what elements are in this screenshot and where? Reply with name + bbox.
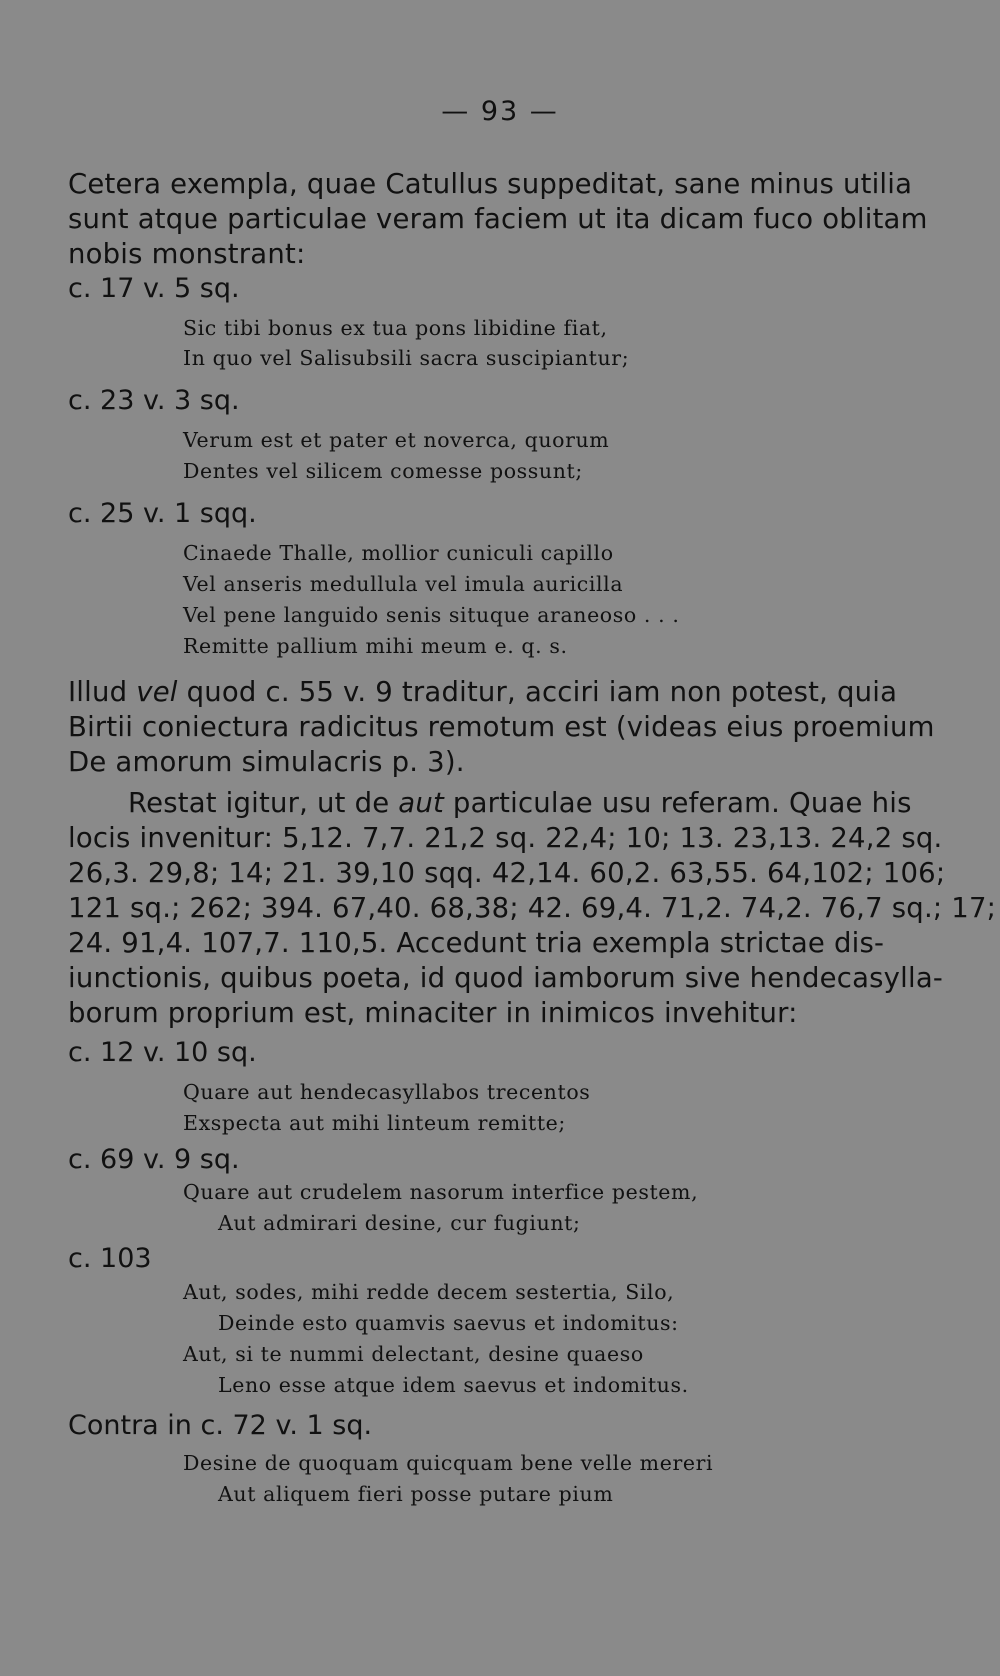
verse-c17-2: In quo vel Salisubsili sacra suscipiantur; — [183, 346, 630, 370]
paragraph-1-line-3: nobis monstrant: — [68, 238, 306, 270]
reference-c72: Contra in c. 72 v. 1 sq. — [68, 1410, 373, 1441]
verse-c25-4: Remitte pallium mihi meum e. q. s. — [183, 634, 568, 658]
verse-c25-3: Vel pene languido senis situque araneoso . . . — [183, 603, 680, 627]
paragraph-3-line-1-end: particulae usu referam. Quae his — [443, 787, 912, 819]
reference-c17: c. 17 v. 5 sq. — [68, 273, 240, 304]
verse-c103-3: Aut, si te nummi delectant, desine quaeso — [183, 1342, 644, 1366]
paragraph-3-line-7: borum proprium est, minaciter in inimicos invehitur: — [68, 997, 798, 1029]
paragraph-3-line-5: 24. 91,4. 107,7. 110,5. Accedunt tria exempla strictae dis- — [68, 927, 885, 959]
verse-c69-1: Quare aut crudelem nasorum interfice pestem, — [183, 1180, 699, 1204]
verse-c69-2: Aut admirari desine, cur fugiunt; — [218, 1211, 581, 1235]
paragraph-2-line-3: De amorum simulacris p. 3). — [68, 746, 465, 778]
paragraph-3-line-2: locis invenitur: 5,12. 7,7. 21,2 sq. 22,4; 10; 13. 23,13. 24,2 sq. — [68, 822, 943, 854]
paragraph-2-line-1-end: quod c. 55 v. 9 traditur, acciri iam non potest, quia — [177, 676, 898, 708]
verse-c23-2: Dentes vel silicem comesse possunt; — [183, 459, 583, 483]
paragraph-3-line-6: iunctionis, quibus poeta, id quod iamborum sive hendecasylla- — [68, 962, 943, 994]
paragraph-1-line-2: sunt atque particulae veram faciem ut ita dicam fuco oblitam — [68, 203, 928, 235]
paragraph-3-line-1-start: Restat igitur, ut de — [128, 787, 399, 819]
verse-c25-2: Vel anseris medullula vel imula auricilla — [183, 572, 624, 596]
verse-c103-4: Leno esse atque idem saevus et indomitus. — [218, 1373, 689, 1397]
verse-c72-1: Desine de quoquam quicquam bene velle mereri — [183, 1451, 714, 1475]
verse-c23-1: Verum est et pater et noverca, quorum — [183, 428, 610, 452]
verse-c103-2: Deinde esto quamvis saevus et indomitus: — [218, 1311, 679, 1335]
paragraph-3-line-1 — [128, 786, 912, 821]
reference-c103: c. 103 — [68, 1243, 152, 1274]
reference-c69: c. 69 v. 9 sq. — [68, 1144, 240, 1175]
verse-c12-2: Exspecta aut mihi linteum remitte; — [183, 1111, 566, 1135]
paragraph-2-line-1 — [68, 675, 897, 710]
verse-c72-2: Aut aliquem fieri posse putare pium — [218, 1482, 614, 1506]
verse-c17-1: Sic tibi bonus ex tua pons libidine fiat, — [183, 316, 608, 340]
verse-c12-1: Quare aut hendecasyllabos trecentos — [183, 1080, 591, 1104]
paragraph-2-line-2: Birtii coniectura radicitus remotum est (videas eius proemium — [68, 711, 935, 743]
verse-c103-1: Aut, sodes, mihi redde decem sestertia, Silo, — [183, 1280, 675, 1304]
verse-c25-1: Cinaede Thalle, mollior cuniculi capillo — [183, 541, 614, 565]
paragraph-3-line-4: 121 sq.; 262; 394. 67,40. 68,38; 42. 69,4. 71,2. 74,2. 76,7 sq.; 17; — [68, 892, 997, 924]
page-number: — 93 — — [441, 96, 559, 127]
reference-c25: c. 25 v. 1 sqq. — [68, 498, 257, 529]
reference-c12: c. 12 v. 10 sq. — [68, 1037, 257, 1068]
italic-aut: aut — [398, 787, 444, 819]
italic-vel: vel — [136, 676, 178, 708]
paragraph-1-line-1: Cetera exempla, quae Catullus suppeditat, sane minus utilia — [68, 168, 913, 200]
reference-c23: c. 23 v. 3 sq. — [68, 385, 240, 416]
paragraph-3-line-3: 26,3. 29,8; 14; 21. 39,10 sqq. 42,14. 60,2. 63,55. 64,102; 106; — [68, 857, 946, 889]
paragraph-2-line-1-start: Illud — [68, 676, 137, 708]
